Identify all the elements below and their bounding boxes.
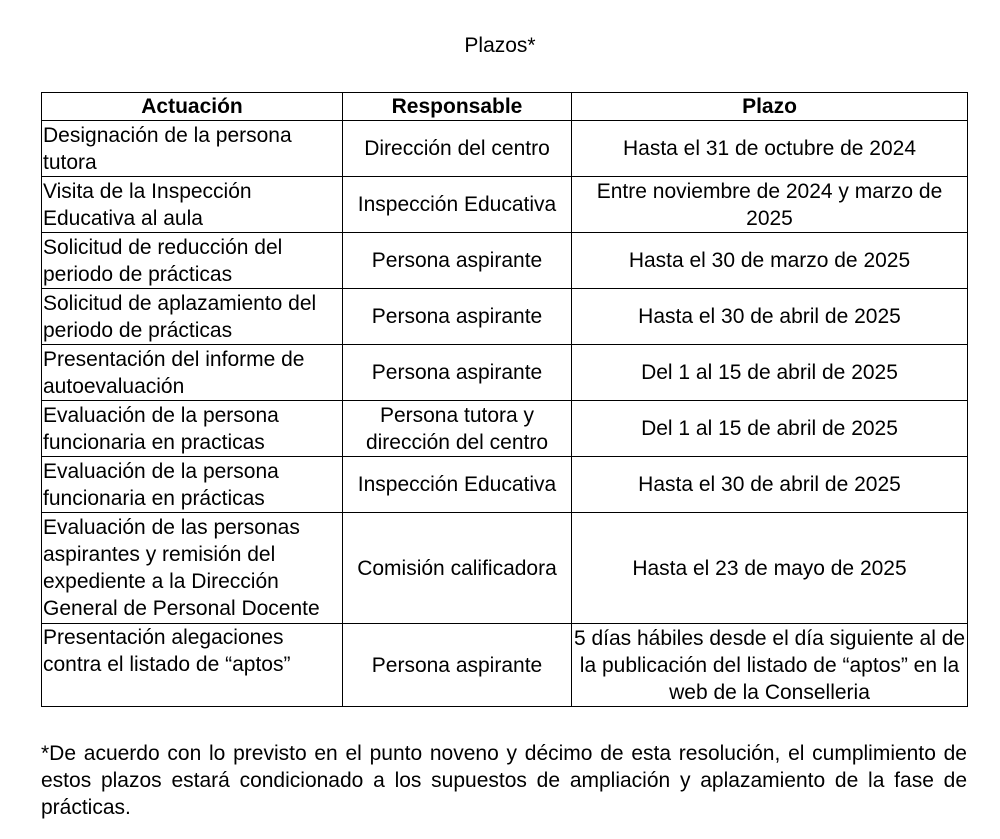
table-row [42, 233, 968, 289]
table-row [42, 345, 968, 401]
cell-plazo: Hasta el 30 de marzo de 2025 [572, 233, 968, 289]
cell-responsable: Persona aspirante [343, 233, 572, 289]
cell-actuacion: Evaluación de las personas aspirantes y remisión del expediente a la Dirección General de Personal Docente [42, 513, 343, 624]
cell-actuacion: Solicitud de aplazamiento del periodo de prácticas [42, 289, 343, 345]
table-row [42, 177, 968, 233]
cell-responsable: Dirección del centro [343, 121, 572, 177]
cell-actuacion: Evaluación de la persona funcionaria en practicas [42, 401, 343, 457]
cell-responsable: Persona aspirante [343, 624, 572, 707]
cell-responsable: Inspección Educativa [343, 177, 572, 233]
cell-actuacion: Presentación del informe de autoevaluación [42, 345, 343, 401]
cell-responsable: Inspección Educativa [343, 457, 572, 513]
header-actuacion: Actuación [42, 93, 343, 121]
cell-plazo: Hasta el 23 de mayo de 2025 [572, 513, 968, 624]
table-row [42, 513, 968, 624]
table-header-row [42, 93, 968, 121]
cell-responsable: Persona aspirante [343, 289, 572, 345]
cell-plazo: Del 1 al 15 de abril de 2025 [572, 401, 968, 457]
footnote: *De acuerdo con lo previsto en el punto noveno y décimo de esta resolución, el cumplimiento de estos plazos estará condicionado a los supuestos de ampliación y aplazamiento de la fase de prácticas. [41, 742, 967, 819]
table-row [42, 289, 968, 345]
cell-plazo: Hasta el 30 de abril de 2025 [572, 289, 968, 345]
cell-plazo: 5 días hábiles desde el día siguiente al de la publicación del listado de “aptos” en la web de la Conselleria [572, 624, 968, 707]
cell-actuacion: Solicitud de reducción del periodo de prácticas [42, 233, 343, 289]
cell-actuacion: Visita de la Inspección Educativa al aula [42, 177, 343, 233]
cell-actuacion: Presentación alegaciones contra el listado de “aptos” [42, 624, 343, 707]
table-row [42, 624, 968, 707]
cell-responsable: Comisión calificadora [343, 513, 572, 624]
deadlines-table [41, 92, 968, 707]
table-row [42, 401, 968, 457]
table-row [42, 121, 968, 177]
cell-responsable: Persona tutora y dirección del centro [343, 401, 572, 457]
cell-actuacion: Designación de la persona tutora [42, 121, 343, 177]
header-plazo: Plazo [572, 93, 968, 121]
cell-plazo: Hasta el 30 de abril de 2025 [572, 457, 968, 513]
page-title: Plazos* [464, 34, 536, 57]
table-row [42, 457, 968, 513]
cell-plazo: Del 1 al 15 de abril de 2025 [572, 345, 968, 401]
header-responsable: Responsable [343, 93, 572, 121]
cell-plazo: Hasta el 31 de octubre de 2024 [572, 121, 968, 177]
cell-responsable: Persona aspirante [343, 345, 572, 401]
cell-actuacion: Evaluación de la persona funcionaria en prácticas [42, 457, 343, 513]
cell-plazo: Entre noviembre de 2024 y marzo de 2025 [572, 177, 968, 233]
